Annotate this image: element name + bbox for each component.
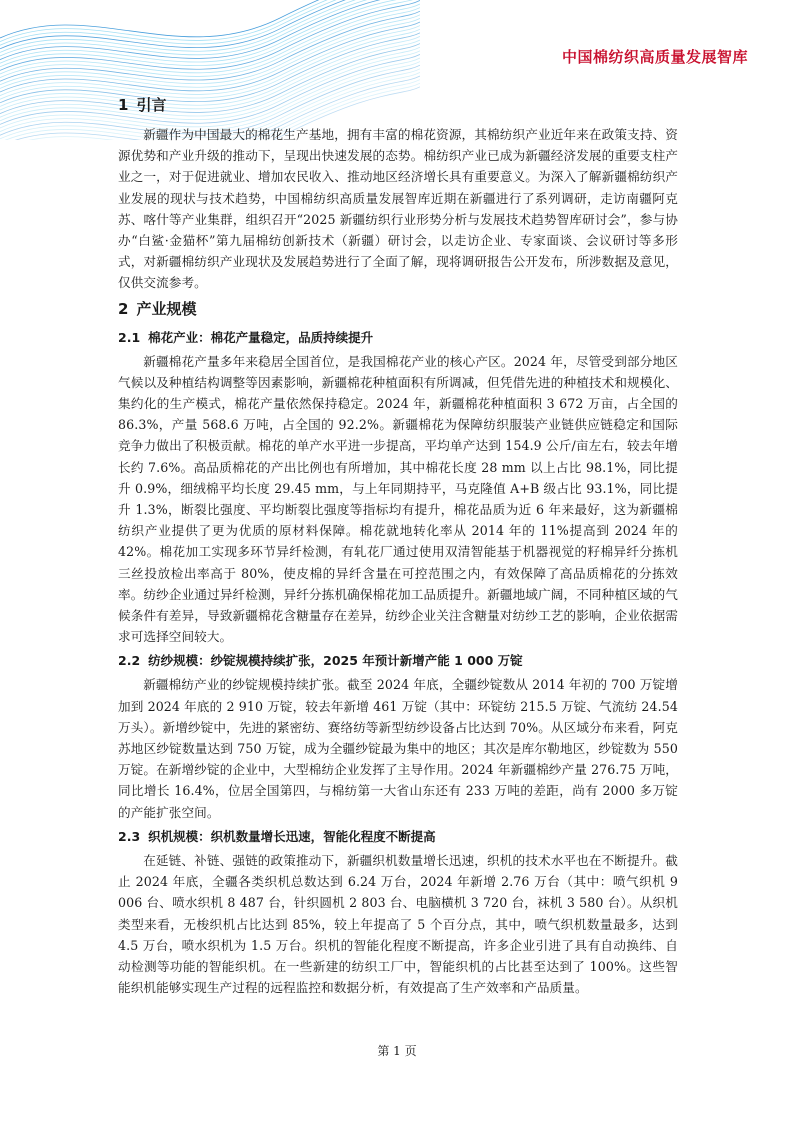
subsection-number: 2.2 (118, 653, 141, 669)
wave-line (0, 0, 420, 52)
subsection-number: 2.3 (118, 828, 141, 844)
subsection-heading-spinning (118, 651, 678, 671)
subsection-number: 2.1 (118, 329, 141, 345)
section-title: 产业规模 (136, 299, 197, 318)
section-heading-intro (118, 94, 678, 116)
document-body (118, 94, 678, 1002)
subsection-title: 纺纱规模：纱锭规模持续扩张，2025 年预计新增产能 1 000 万锭 (148, 653, 523, 669)
spinning-paragraph: 新疆棉纺产业的纱锭规模持续扩张。截至 2024 年底，全疆纱锭数从 2014 年初的 700 万锭增加到 2024 年底的 2 910 万锭，较去年新增 461 万锭（其中：环锭纺 215.5 万锭、气流纺 24.54 万头）。新增纱锭中，先进的紧密纺、赛络纺等新型纺纱设备占比达到 70%。从区域分布来看，阿克苏地区纱锭数量达到 750 万锭，成为全疆纱锭最为集中的地区；其次是库尔勒地区，纱锭数为 550 万锭。在新增纱锭的企业中，大型棉纺企业发挥了主导作用。2024 年新疆棉纱产量 276.75 万吨，同比增长 16.4%，位居全国第四，与棉纺第一大省山东还有 233 万吨的差距，尚有 2000 多万锭的产能扩张空间。 (118, 677, 678, 820)
subsection-heading-cotton (118, 328, 678, 348)
page-number: 第 1 页 (377, 1044, 417, 1058)
weaving-paragraph: 在延链、补链、强链的政策推动下，新疆织机数量增长迅速，织机的技术水平也在不断提升。截止 2024 年底，全疆各类织机总数达到 6.24 万台，2024 年新增 2.76 万台（其中：喷气织机 9 006 台、喷水织机 8 487 台，针织圆机 2 803 台、电脑横机 3 720 台，袜机 3 580 台）。从织机类型来看，无梭织机占比达到 85%，较上年提高了 5 个百分点，其中，喷气织机数量最多，达到 4.5 万台，喷水织机为 1.5 万台。织机的智能化程度不断提高，许多企业引进了具有自动换纬、自动检测等功能的智能织机。在一些新建的纺织工厂中，智能织机的占比甚至达到了 100%。这些智能织机能够实现生产过程的远程监控和数据分析，有效提高了生产效率和产品质量。 (118, 852, 678, 996)
brand-title: 中国棉纺织高质量发展智库 (561, 48, 748, 66)
cotton-paragraph: 新疆棉花产量多年来稳居全国首位，是我国棉花产业的核心产区。2024 年，尽管受到部分地区气候以及种植结构调整等因素影响，新疆棉花种植面积有所调减，但凭借先进的种植技术和规模化、集约化的生产模式，棉花产量依然保持稳定。2024 年，新疆棉花种植面积 3 672 万亩，占全国的 86.3%，产量 568.6 万吨，占全国的 92.2%。新疆棉花为保障纺织服装产业链供应链稳定和国际竞争力做出了积极贡献。棉花的单产水平进一步提高，平均单产达到 154.9 公斤/亩左右，较去年增长约 7.6%。高品质棉花的产出比例也有所增加，其中棉花长度 28 mm 以上占比 98.1%，同比提升 0.9%，细绒棉平均长度 29.45 mm，与上年同期持平，马克隆值 A+B 级占比 93.1%，同比提升 1.3%，断裂比强度、平均断裂比强度等指标均有提升，棉花品质为近 6 年来最好，这为新疆棉纺织产业提供了更为优质的原材料保障。棉花就地转化率从 2014 年的 11%提高到 2024 年的 42%。棉花加工实现多环节异纤检测，有轧花厂通过使用双清智能基于机器视觉的籽棉异纤分拣机三丝投放检出率高于 80%，使皮棉的异纤含量在可控范围之内，有效保障了高品质棉花的分拣效率。纺纱企业通过异纤检测，异纤分拣机确保棉花加工品质提升。新疆地域广阔，不同种植区域的气候条件有差异，导致新疆棉花含糖量存在差异，纺纱企业关注含糖量对纺纱工艺的影响，企业依据需求可选择空间较大。 (118, 353, 678, 645)
section-number: 2 (118, 299, 129, 318)
subsection-title: 棉花产业：棉花产量稳定，品质持续提升 (148, 329, 374, 345)
subsection-heading-weaving (118, 827, 678, 847)
intro-paragraph: 新疆作为中国最大的棉花生产基地，拥有丰富的棉花资源，其棉纺织产业近年来在政策支持、资源优势和产业升级的推动下，呈现出快速发展的态势。棉纺织产业已成为新疆经济发展的重要支柱产业之一，对于促进就业、增加农民收入、推动地区经济增长具有重要意义。为深入了解新疆棉纺织产业发展的现状与技术趋势，中国棉纺织高质量发展智库近期在新疆进行了系列调研，走访南疆阿克苏、喀什等产业集群，组织召开“2025 新疆纺织行业形势分析与发展技术趋势智库研讨会”，参与协办“白鲨·金猫杯”第九届棉纺创新技术（新疆）研讨会，以走访企业、专家面谈、会议研讨等多形式，对新疆棉纺织产业现状及发展趋势进行了全面了解，现将调研报告公开发布，所涉数据及意见，仅供交流参考。 (118, 127, 678, 291)
section-number: 1 (118, 96, 129, 114)
section-heading-scale (118, 298, 678, 320)
subsection-title: 织机规模：织机数量增长迅速，智能化程度不断提高 (148, 828, 436, 844)
section-title: 引言 (136, 96, 167, 114)
